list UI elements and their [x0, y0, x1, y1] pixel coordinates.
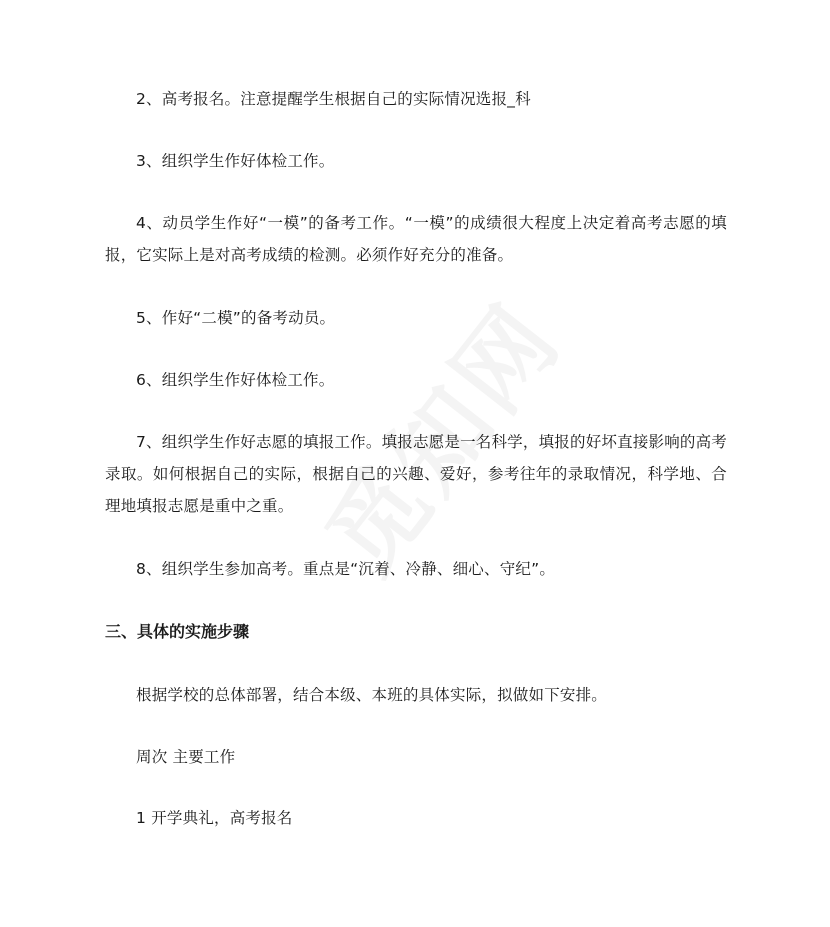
paragraph-item-4: 4、动员学生作好“一模”的备考工作。“一模”的成绩很大程度上决定着高考志愿的填报，它实际上是对高考成绩的检测。必须作好充分的准备。	[105, 214, 727, 264]
section-intro: 根据学校的总体部署，结合本级、本班的具体实际，拟做如下安排。	[136, 686, 608, 704]
schedule-header: 周次 主要工作	[136, 748, 236, 766]
paragraph-item-6: 6、组织学生作好体检工作。	[136, 371, 335, 389]
schedule-row: 1 开学典礼，高考报名	[136, 809, 293, 827]
paragraph-item-8: 8、组织学生参加高考。重点是“沉着、冷静、细心、守纪”。	[136, 560, 556, 578]
paragraph-item-3: 3、组织学生作好体检工作。	[136, 152, 335, 170]
paragraph-item-7: 7、组织学生作好志愿的填报工作。填报志愿是一名科学，填报的好坏直接影响的高考录取。如何根据自己的实际，根据自己的兴趣、爱好，参考往年的录取情况，科学地、合理地填报志愿是重中之重。	[105, 433, 727, 515]
section-heading: 三、具体的实施步骤	[105, 622, 250, 641]
paragraph-item-2: 2、高考报名。注意提醒学生根据自己的实际情况选报_科	[136, 90, 531, 108]
paragraph-item-5: 5、作好“二模”的备考动员。	[136, 309, 336, 327]
